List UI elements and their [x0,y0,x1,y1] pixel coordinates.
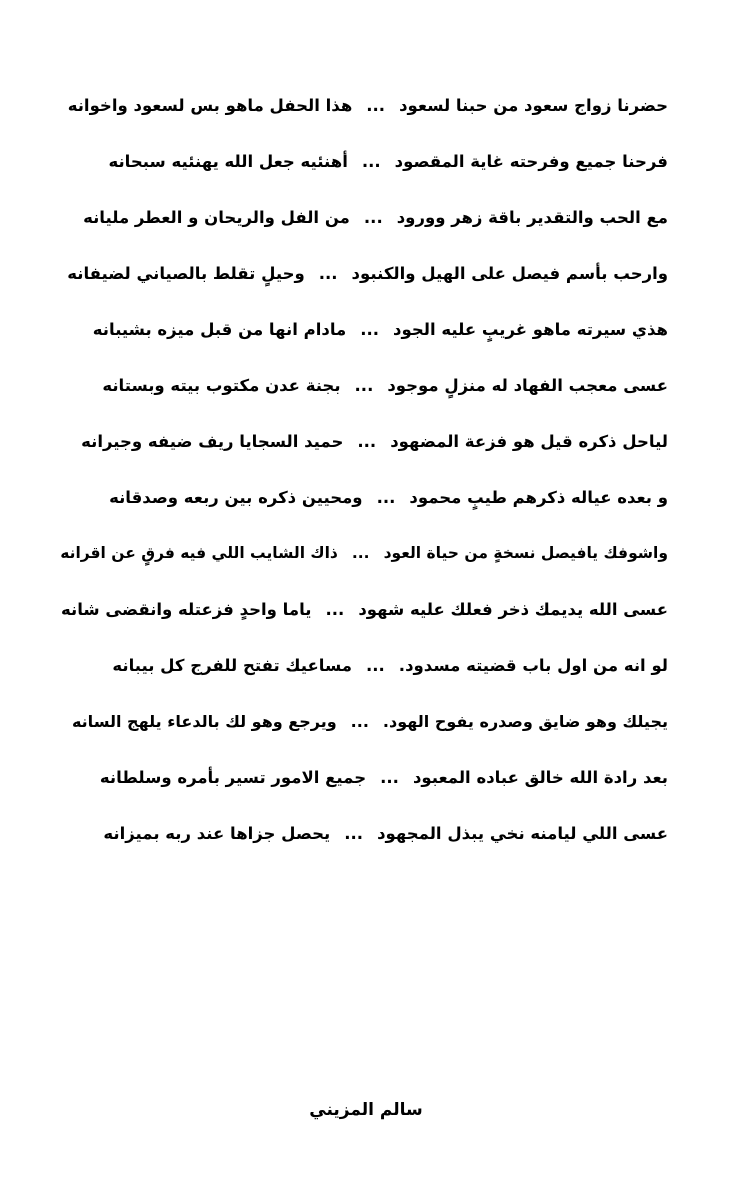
verse-6 [60,358,668,414]
verse-separator: ... [380,767,399,787]
verse-10 [60,582,668,638]
verse-separator: ... [366,95,386,115]
verse-separator: ... [325,599,345,619]
verse-14 [60,806,668,862]
verse-13 [60,750,668,806]
verse-first-hemistich: مع الحب والتقدير باقة زهر وورود [396,207,668,227]
verse-11 [60,638,668,694]
verse-second-hemistich: مادام انها من قبل ميزه بشيبانه [92,319,347,339]
verse-separator: ... [354,375,374,395]
verse-7 [60,414,668,470]
verse-first-hemistich: و بعده عياله ذكرهم طيبٍ محمود [409,487,668,507]
verse-4 [60,246,668,302]
verse-first-hemistich: يجيلك وهو ضايق وصدره يفوح الهود. [382,712,668,731]
verse-second-hemistich: أهنئيه جعل الله يهنئيه سبحانه [108,151,348,171]
verse-separator: ... [360,319,380,339]
verse-first-hemistich: عسى الله يديمك ذخر فعلك عليه شهود [358,599,668,619]
verse-separator: ... [365,655,385,675]
verse-1 [60,78,668,134]
verse-separator: ... [318,263,338,283]
verse-first-hemistich: وارحب بأسم فيصل على الهيل والكنبود [351,263,668,283]
verse-first-hemistich: بعد رادة الله خالق عباده المعبود [412,767,668,787]
verse-2 [60,134,668,190]
verse-second-hemistich: مساعيك تفتح للفرج كل بيبانه [112,655,352,675]
verse-first-hemistich: لو انه من اول باب قضيته مسدود. [398,655,668,675]
verse-second-hemistich: من الفل والريحان و العطر مليانه [83,207,350,227]
verse-second-hemistich: يحصل جزاها عند ربه بميزانه [103,823,331,843]
verse-separator: ... [376,487,396,507]
verse-first-hemistich: عسى اللي ليامنه نخي يبذل المجهود [377,823,668,843]
verse-first-hemistich: حضرنا زواج سعود من حبنا لسعود [399,95,668,115]
verse-second-hemistich: ويرجع وهو لك بالدعاء يلهج السانه [71,712,337,731]
verse-second-hemistich: بجنة عدن مكتوب بيته وبستانه [102,375,341,395]
verse-separator: ... [350,712,369,731]
verse-separator: ... [363,207,383,227]
verse-first-hemistich: لياحل ذكره قيل هو فزعة المضهود [390,431,668,451]
verse-first-hemistich: واشوفك يافيصل نسخةٍ من حياة العود [383,544,668,563]
verse-second-hemistich: حميد السجايا ريف ضيفه وجيرانه [81,431,344,451]
verse-second-hemistich: ياما واحدٍ فزعتله وانقضى شانه [61,599,312,619]
verse-separator: ... [361,151,381,171]
verse-12 [60,694,668,750]
verse-first-hemistich: هذي سيرته ماهو غريبٍ عليه الجود [393,319,668,339]
verse-second-hemistich: هذا الحفل ماهو بس لسعود واخوانه [67,95,353,115]
verse-second-hemistich: ذاك الشايب اللي فيه فرقٍ عن اقرانه [60,544,338,563]
poem-body [60,78,668,862]
verse-9 [60,526,668,582]
verse-separator: ... [344,823,364,843]
verse-8 [60,470,668,526]
verse-first-hemistich: عسى معجب الفهاد له منزلٍ موجود [387,375,668,395]
verse-3 [60,190,668,246]
verse-5 [60,302,668,358]
verse-second-hemistich: ومحيين ذكره بين ربعه وصدقانه [109,487,363,507]
verse-separator: ... [357,431,377,451]
poet-signature: سالم المزيني [309,1100,423,1120]
verse-separator: ... [351,544,370,563]
verse-second-hemistich: وحيلٍ تقلط بالصياني لضيفانه [67,263,305,283]
verse-second-hemistich: جميع الامور تسير بأمره وسلطانه [99,767,367,787]
verse-first-hemistich: فرحنا جميع وفرحته غاية المقصود [394,151,668,171]
